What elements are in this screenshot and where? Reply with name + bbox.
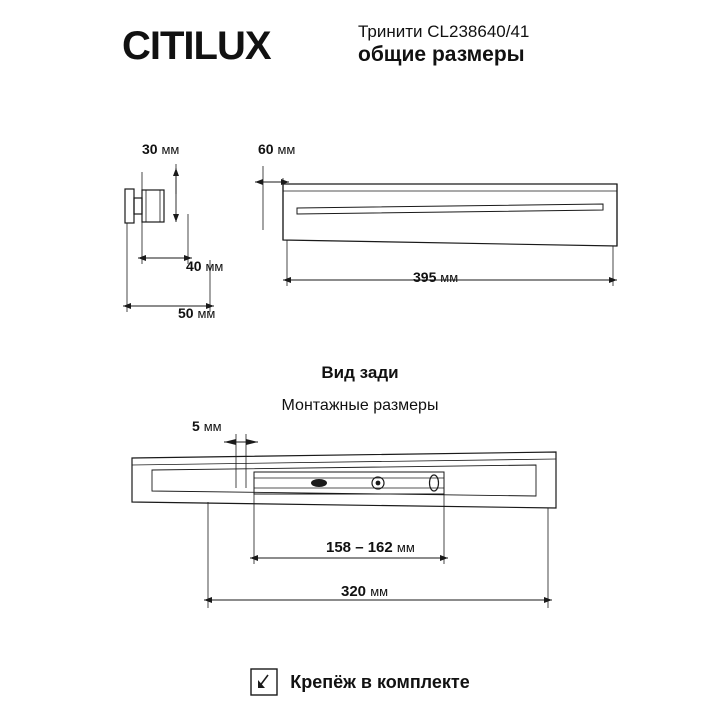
dim-60mm: 60 мм (258, 141, 296, 157)
page-subtitle: общие размеры (358, 43, 525, 66)
dim-50mm: 50 мм (178, 305, 216, 321)
mounting-arrow-icon (250, 668, 278, 696)
back-view-title: Вид зади (321, 363, 399, 382)
back-view-drawing (118, 418, 618, 658)
dim-158-162mm: 158 – 162 мм (326, 539, 415, 556)
footer-note (0, 668, 720, 696)
brand-logo: CITILUX (122, 24, 271, 68)
dim-395mm: 395 мм (413, 269, 459, 285)
front-view-drawing (245, 160, 665, 340)
model-code: Тринити CL238640/41 (358, 22, 530, 41)
dim-30mm: 30 мм (142, 141, 180, 157)
dim-5mm: 5 мм (192, 418, 222, 434)
header-decoration (0, 0, 720, 100)
dim-320mm: 320 мм (341, 583, 389, 600)
dim-40mm: 40 мм (186, 258, 224, 274)
back-view-subtitle: Монтажные размеры (281, 397, 439, 414)
footer-note-text: Крепёж в комплекте (290, 671, 470, 692)
